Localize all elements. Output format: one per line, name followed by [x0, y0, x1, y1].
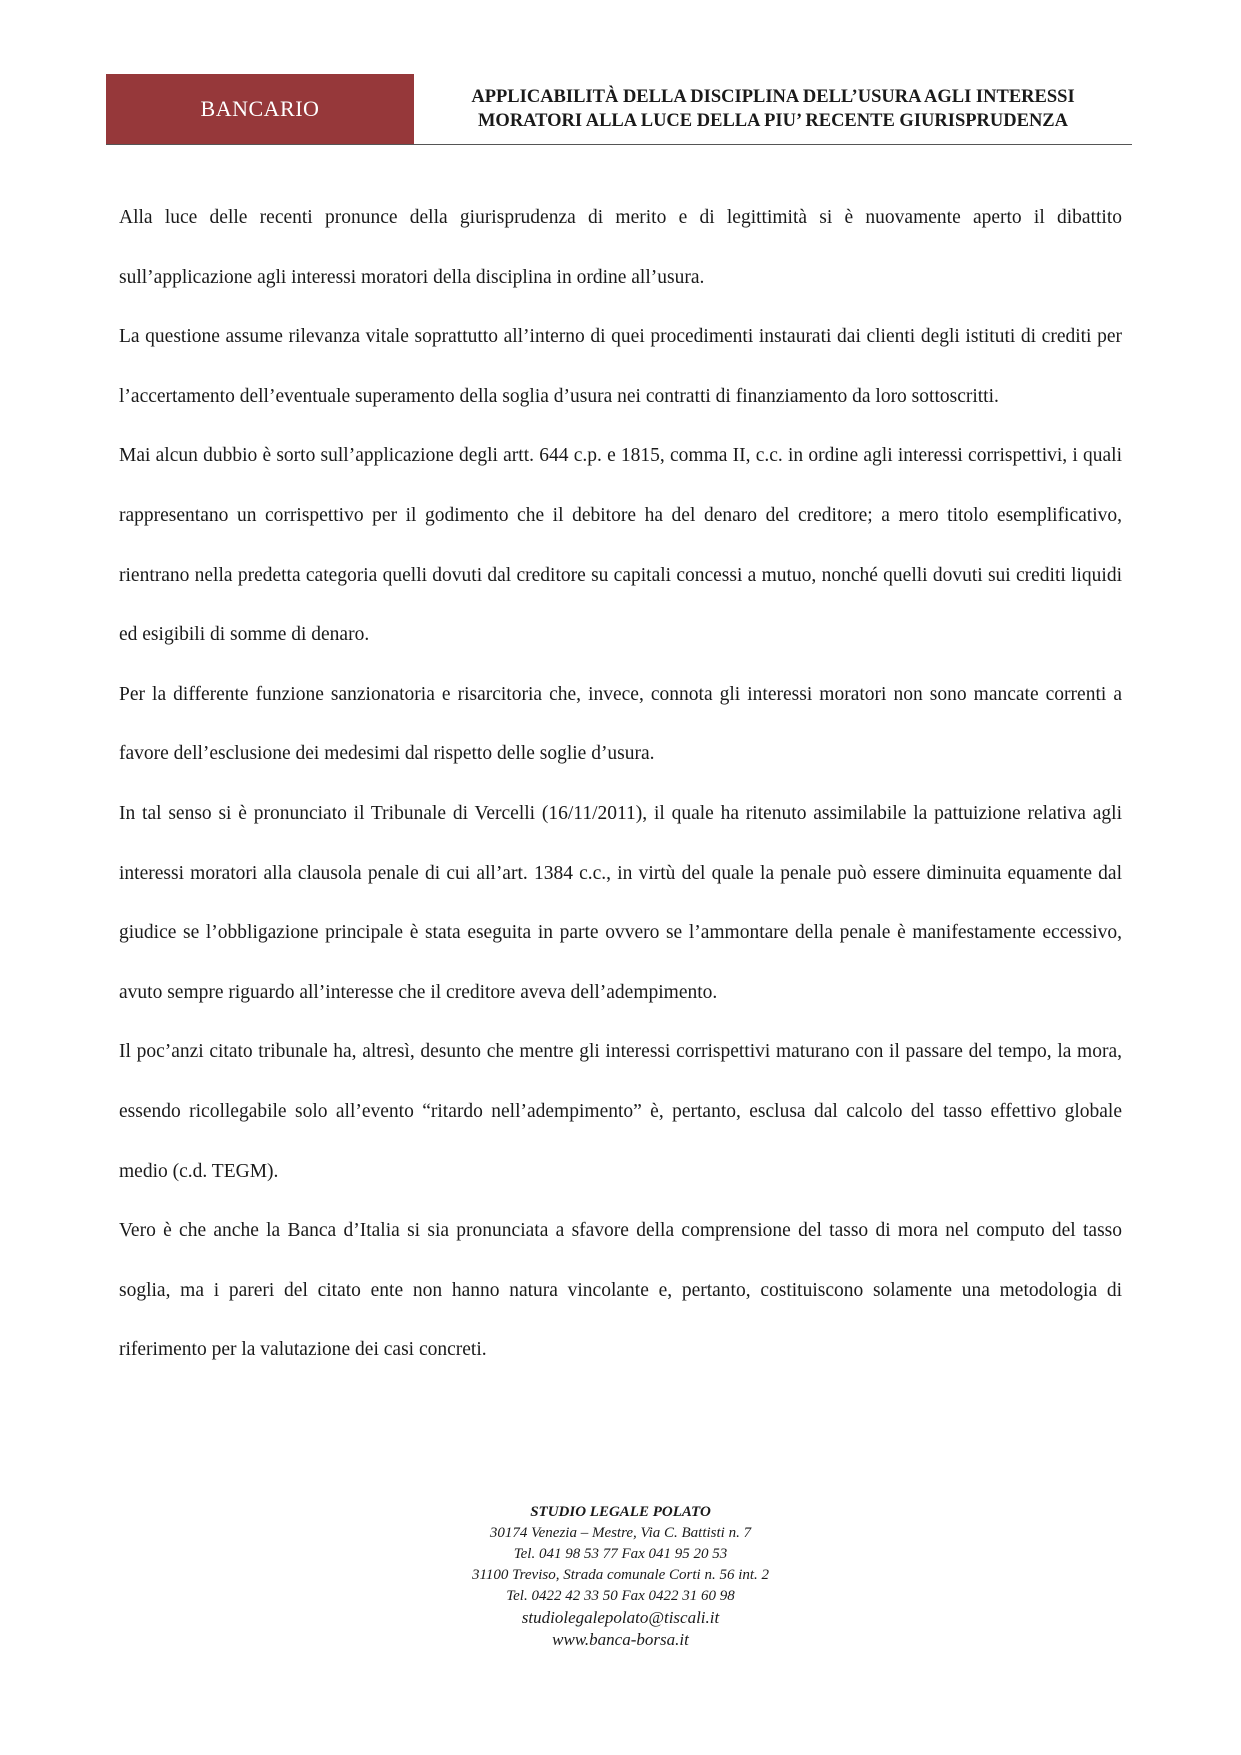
page-footer [0, 1502, 1241, 1651]
address-venezia: 30174 Venezia – Mestre, Via C. Battisti n. 7 [489, 1525, 752, 1541]
paragraph-4: Per la differente funzione sanzionatoria e risarcitoria che, invece, connota gli interessi moratori non sono mancate correnti a favore dell’esclusione dei medesimi dal rispetto delle soglie d’usura. [119, 683, 1122, 765]
document-title-line-2: MORATORI ALLA LUCE DELLA PIU’ RECENTE GIURISPRUDENZA [477, 111, 1069, 131]
address-treviso: 31100 Treviso, Strada comunale Corti n. 56 int. 2 [471, 1567, 770, 1583]
phone-venezia: Tel. 041 98 53 77 Fax 041 95 20 53 [513, 1546, 728, 1562]
email-link[interactable]: studiolegalepolato@tiscali.it [521, 1608, 720, 1627]
paragraph-3: Mai alcun dubbio è sorto sull’applicazione degli artt. 644 c.p. e 1815, comma II, c.c. in ordine agli interessi corrispettivi, i quali rappresentano un corrispettivo per il godimento che il debitore ha del denaro del creditore; a mero titolo esemplificativo, rientrano nella predetta categoria quelli dovuti dal creditore su capitali concessi a mutuo, nonché quelli dovuti sui crediti liquidi ed esigibili di somme di denaro. [119, 445, 1122, 646]
paragraph-6: Il poc’anzi citato tribunale ha, altresì, desunto che mentre gli interessi corrispettivi maturano con il passare del tempo, la mora, essendo ricollegabile solo all’evento “ritardo nell’adempimento” è, pertanto, esclusa dal calcolo del tasso effettivo globale medio (c.d. TEGM). [119, 1041, 1122, 1182]
paragraph-7: Vero è che anche la Banca d’Italia si sia pronunciata a sfavore della comprensione del tasso di mora nel computo del tasso soglia, ma i pareri del citato ente non hanno natura vincolante e, pertanto, costituiscono solamente una metodologia di riferimento per la valutazione dei casi concreti. [119, 1220, 1122, 1361]
firm-name: STUDIO LEGALE POLATO [530, 1504, 711, 1520]
article-body [119, 188, 1122, 1380]
document-title-line-1: APPLICABILITÀ DELLA DISCIPLINA DELL’USURA AGLI INTERESSI [471, 87, 1075, 107]
document-title [414, 74, 1132, 144]
page-header [106, 74, 1132, 145]
section-badge: BANCARIO [106, 74, 414, 144]
paragraph-2: La questione assume rilevanza vitale soprattutto all’interno di quei procedimenti instaurati dai clienti degli istituti di crediti per l’accertamento dell’eventuale superamento della soglia d’usura nei contratti di finanziamento da loro sottoscritti. [119, 326, 1122, 407]
paragraph-1: Alla luce delle recenti pronunce della giurisprudenza di merito e di legittimità si è nuovamente aperto il dibattito sull’applicazione agli interessi moratori della disciplina in ordine all’usura. [119, 207, 1122, 288]
phone-treviso: Tel. 0422 42 33 50 Fax 0422 31 60 98 [506, 1588, 735, 1604]
paragraph-5: In tal senso si è pronunciato il Tribunale di Vercelli (16/11/2011), il quale ha ritenuto assimilabile la pattuizione relativa agli interessi moratori alla clausola penale di cui all’art. 1384 c.c., in virtù del quale la penale può essere diminuita equamente dal giudice se l’obbligazione principale è stata eseguita in parte ovvero se l’ammontare della penale è manifestamente eccessivo, avuto sempre riguardo all’interesse che il creditore aveva dell’adempimento. [119, 802, 1122, 1003]
website-link[interactable]: www.banca-borsa.it [552, 1630, 689, 1649]
